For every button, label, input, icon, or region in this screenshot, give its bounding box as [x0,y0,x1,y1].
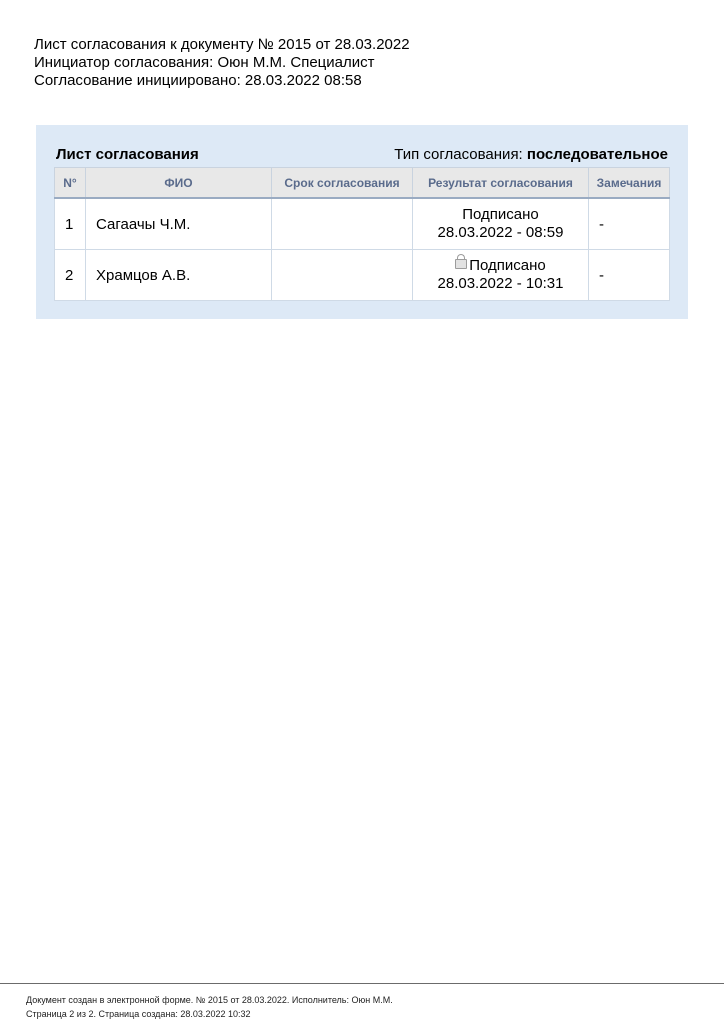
column-header-number: N° [55,168,86,199]
row-remark: - [589,198,670,250]
header-initiated-line: Согласование инициировано: 28.03.2022 08:58 [34,72,362,89]
approval-table [54,167,670,301]
table-header-row [55,168,670,199]
column-header-fio: ФИО [86,168,272,199]
row-fio: Сагаачы Ч.М. [86,198,272,250]
approval-type-label: Тип согласования: [394,146,523,163]
footer-page-info: Страница 2 из 2. Страница создана: 28.03.2022 10:32 [26,1009,251,1019]
result-date: 28.03.2022 - 10:31 [437,275,564,292]
row-term [272,250,413,301]
result-status: Подписано [469,257,546,274]
header-document-line: Лист согласования к документу № 2015 от 28.03.2022 [34,36,410,53]
column-header-term: Срок согласования [272,168,413,199]
page-footer [26,993,393,1021]
row-number: 1 [55,198,86,250]
panel-title: Лист согласования [56,146,199,163]
row-number: 2 [55,250,86,301]
row-fio: Храмцов А.В. [86,250,272,301]
table-row [55,198,670,250]
row-term [272,198,413,250]
column-header-remarks: Замечания [589,168,670,199]
approval-sheet-panel [36,125,688,319]
header-initiator-line: Инициатор согласования: Оюн М.М. Специалист [34,54,375,71]
table-row [55,250,670,301]
row-result [413,198,589,250]
row-result [413,250,589,301]
row-remark: - [589,250,670,301]
column-header-result: Результат согласования [413,168,589,199]
approval-type-value: последовательное [526,146,668,163]
footer-divider [0,983,724,984]
document-header [34,36,410,90]
footer-document-info: Документ создан в электронной форме. № 2015 от 28.03.2022. Исполнитель: Оюн М.М. [26,995,393,1005]
result-date: 28.03.2022 - 08:59 [437,224,564,241]
result-status: Подписано [462,206,539,223]
approval-type [394,146,668,163]
lock-icon [455,259,467,269]
